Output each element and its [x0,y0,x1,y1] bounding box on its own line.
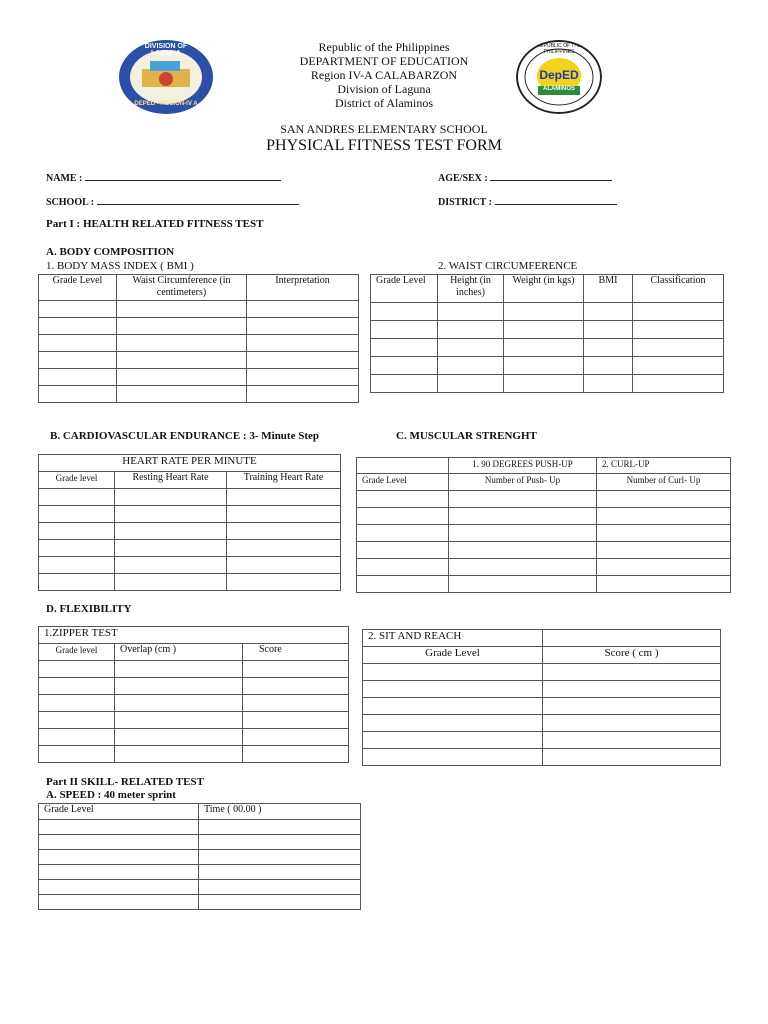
table-cell[interactable] [371,357,438,375]
bmi-header-waist: Waist Circumference (in centimeters) [117,275,247,301]
table-cell[interactable] [39,386,117,403]
table-cell[interactable] [504,339,584,357]
table-cell[interactable] [115,729,243,746]
waist-header-grade: Grade Level [371,275,438,303]
table-cell[interactable] [199,835,361,850]
table-cell[interactable] [438,321,504,339]
waist-header-height: Height (in inches) [438,275,504,303]
muscular-header-curlup: Number of Curl- Up [597,474,731,491]
table-cell[interactable] [115,661,243,678]
table-cell[interactable] [449,576,597,593]
table-cell[interactable] [363,681,543,698]
waist-header-bmi: BMI [584,275,633,303]
pushup-title: 1. 90 DEGREES PUSH-UP [449,458,597,474]
muscular-header-pushup: Number of Push- Up [449,474,597,491]
bmi-table [38,274,359,403]
header-line-1: Republic of the Philippines [318,40,450,54]
speed-heading: A. SPEED : 40 meter sprint [46,789,176,801]
table-cell[interactable] [227,574,341,591]
table-cell[interactable] [227,523,341,540]
age-sex-field[interactable] [438,170,612,184]
speed-table [38,803,361,910]
table-cell[interactable] [39,712,115,729]
school-field[interactable] [46,194,299,208]
table-cell[interactable] [227,506,341,523]
table-cell[interactable] [117,352,247,369]
table-cell[interactable] [117,318,247,335]
muscular-header-grade: Grade Level [357,474,449,491]
table-cell[interactable] [543,749,721,766]
table-cell[interactable] [115,523,227,540]
sit-reach-header-grade: Grade Level [363,647,543,664]
table-cell[interactable] [117,369,247,386]
table-cell[interactable] [115,695,243,712]
table-cell[interactable] [39,729,115,746]
waist-heading: 2. WAIST CIRCUMFERENCE [438,260,578,272]
table-cell[interactable] [39,895,199,910]
table-cell[interactable] [39,661,115,678]
table-cell[interactable] [597,491,731,508]
table-cell[interactable] [39,318,117,335]
logo-right-center-text: DepED [539,68,579,82]
table-cell[interactable] [633,321,724,339]
table-cell[interactable] [543,715,721,732]
table-cell[interactable] [543,681,721,698]
table-cell[interactable] [449,491,597,508]
table-cell[interactable] [363,664,543,681]
table-cell[interactable] [227,489,341,506]
table-cell[interactable] [633,357,724,375]
table-cell[interactable] [597,508,731,525]
bmi-header-interpretation: Interpretation [247,275,359,301]
table-cell[interactable] [357,542,449,559]
table-cell[interactable] [243,678,349,695]
zipper-header-score: Score [243,644,349,661]
table-cell[interactable] [199,850,361,865]
table-cell[interactable] [199,880,361,895]
part1-heading: Part I : HEALTH RELATED FITNESS TEST [46,218,264,230]
table-cell[interactable] [247,318,359,335]
table-cell[interactable] [371,303,438,321]
muscular-heading: C. MUSCULAR STRENGHT [396,430,537,442]
table-cell[interactable] [39,557,115,574]
table-cell[interactable] [597,576,731,593]
waist-header-classification: Classification [633,275,724,303]
table-cell[interactable] [247,335,359,352]
table-cell[interactable] [438,339,504,357]
table-cell[interactable] [247,386,359,403]
zipper-title: 1.ZIPPER TEST [39,627,349,644]
table-cell[interactable] [633,339,724,357]
table-cell[interactable] [449,508,597,525]
table-cell[interactable] [39,678,115,695]
table-cell[interactable] [39,523,115,540]
table-cell[interactable] [39,506,115,523]
table-cell[interactable] [117,301,247,318]
table-cell[interactable] [247,369,359,386]
table-cell[interactable] [357,491,449,508]
table-cell[interactable] [39,301,117,318]
table-cell[interactable] [363,732,543,749]
speed-header-grade: Grade Level [39,804,199,820]
table-cell[interactable] [597,559,731,576]
table-cell[interactable] [247,301,359,318]
table-cell[interactable] [115,574,227,591]
header-line-3: Region IV-A CALABARZON [310,68,458,82]
name-field[interactable] [46,170,281,184]
table-cell[interactable] [504,375,584,393]
heart-rate-header-grade: Grade level [39,472,115,489]
table-cell[interactable] [504,321,584,339]
table-cell[interactable] [39,880,199,895]
table-cell[interactable] [39,335,117,352]
table-cell[interactable] [633,303,724,321]
cardio-heading: B. CARDIOVASCULAR ENDURANCE : 3- Minute Step [50,430,320,442]
table-cell[interactable] [227,540,341,557]
speed-header-time: Time ( 00.00 ) [199,804,361,820]
table-cell[interactable] [243,746,349,763]
muscular-table [356,457,731,593]
table-cell[interactable] [115,557,227,574]
table-cell[interactable] [115,746,243,763]
table-cell[interactable] [247,352,359,369]
name-label: NAME : [46,173,83,184]
table-cell[interactable] [438,357,504,375]
table-cell[interactable] [39,352,117,369]
bmi-heading: 1. BODY MASS INDEX ( BMI ) [46,260,194,272]
table-cell[interactable] [449,525,597,542]
table-cell[interactable] [243,695,349,712]
table-cell[interactable] [584,321,633,339]
table-cell[interactable] [243,661,349,678]
table-cell[interactable] [584,339,633,357]
table-cell[interactable] [115,678,243,695]
part2-heading: Part II SKILL- RELATED TEST [46,776,204,788]
table-cell[interactable] [633,375,724,393]
table-cell[interactable] [597,542,731,559]
table-cell[interactable] [39,369,117,386]
table-cell[interactable] [357,576,449,593]
logo-left-text: DIVISION OF LAGUNA [144,43,188,57]
table-cell[interactable] [584,357,633,375]
zipper-header-grade: Grade level [39,644,115,661]
table-cell[interactable] [597,525,731,542]
logo-right-text: REPUBLIC OF THE PHILIPPINES [536,43,582,55]
table-cell[interactable] [363,749,543,766]
table-cell[interactable] [115,489,227,506]
zipper-header-overlap: Overlap (cm ) [115,644,243,661]
heart-rate-header-resting: Resting Heart Rate [115,472,227,489]
table-cell[interactable] [243,729,349,746]
table-cell[interactable] [117,335,247,352]
table-cell[interactable] [504,303,584,321]
table-cell[interactable] [371,375,438,393]
heart-rate-header-training: Training Heart Rate [227,472,341,489]
sit-reach-header-score: Score ( cm ) [543,647,721,664]
sit-reach-table [362,629,721,766]
table-cell[interactable] [438,303,504,321]
table-cell[interactable] [357,508,449,525]
table-cell[interactable] [199,865,361,880]
table-cell[interactable] [39,820,199,835]
table-cell[interactable] [543,732,721,749]
table-cell[interactable] [199,820,361,835]
school-name: SAN ANDRES ELEMENTARY SCHOOL [280,122,488,136]
table-cell[interactable] [449,559,597,576]
table-cell[interactable] [117,386,247,403]
table-cell[interactable] [39,746,115,763]
table-cell[interactable] [199,895,361,910]
table-cell[interactable] [543,698,721,715]
table-cell[interactable] [39,865,199,880]
table-cell[interactable] [115,540,227,557]
age-sex-label: AGE/SEX : [438,173,488,184]
form-title: PHYSICAL FITNESS TEST FORM [266,137,502,154]
table-cell[interactable] [438,375,504,393]
header-line-5: District of Alaminos [335,96,433,110]
flexibility-heading: D. FLEXIBILITY [46,603,132,615]
table-cell[interactable] [363,715,543,732]
header-line-2: DEPARTMENT OF EDUCATION [299,54,469,68]
table-cell[interactable] [363,698,543,715]
table-cell[interactable] [449,542,597,559]
body-composition-heading: A. BODY COMPOSITION [46,246,175,258]
table-cell[interactable] [39,835,199,850]
district-label: DISTRICT : [438,197,492,208]
table-cell[interactable] [39,489,115,506]
curlup-title: 2. CURL-UP [597,458,731,474]
zipper-table [38,626,349,763]
table-cell[interactable] [39,695,115,712]
table-cell[interactable] [39,540,115,557]
table-cell[interactable] [371,321,438,339]
logo-right-bottom-text: ALAMINOS [543,86,575,92]
table-cell[interactable] [357,525,449,542]
waist-table [370,274,724,393]
table-cell[interactable] [584,303,633,321]
table-cell[interactable] [584,375,633,393]
table-cell[interactable] [504,357,584,375]
heart-rate-title: HEART RATE PER MINUTE [39,455,341,472]
district-field[interactable] [438,194,617,208]
school-label: SCHOOL : [46,197,95,208]
table-cell[interactable] [39,850,199,865]
table-cell[interactable] [243,712,349,729]
table-cell[interactable] [39,574,115,591]
logo-left-bottom-text: DEPED • REGION-IV A [134,101,198,107]
table-cell[interactable] [357,559,449,576]
sit-reach-title: 2. SIT AND REACH [363,630,543,647]
table-cell[interactable] [543,664,721,681]
table-cell[interactable] [115,506,227,523]
table-cell[interactable] [227,557,341,574]
heart-rate-table [38,454,341,591]
table-cell[interactable] [115,712,243,729]
bmi-header-grade: Grade Level [39,275,117,301]
header-line-4: Division of Laguna [337,82,431,96]
table-cell[interactable] [371,339,438,357]
waist-header-weight: Weight (in kgs) [504,275,584,303]
